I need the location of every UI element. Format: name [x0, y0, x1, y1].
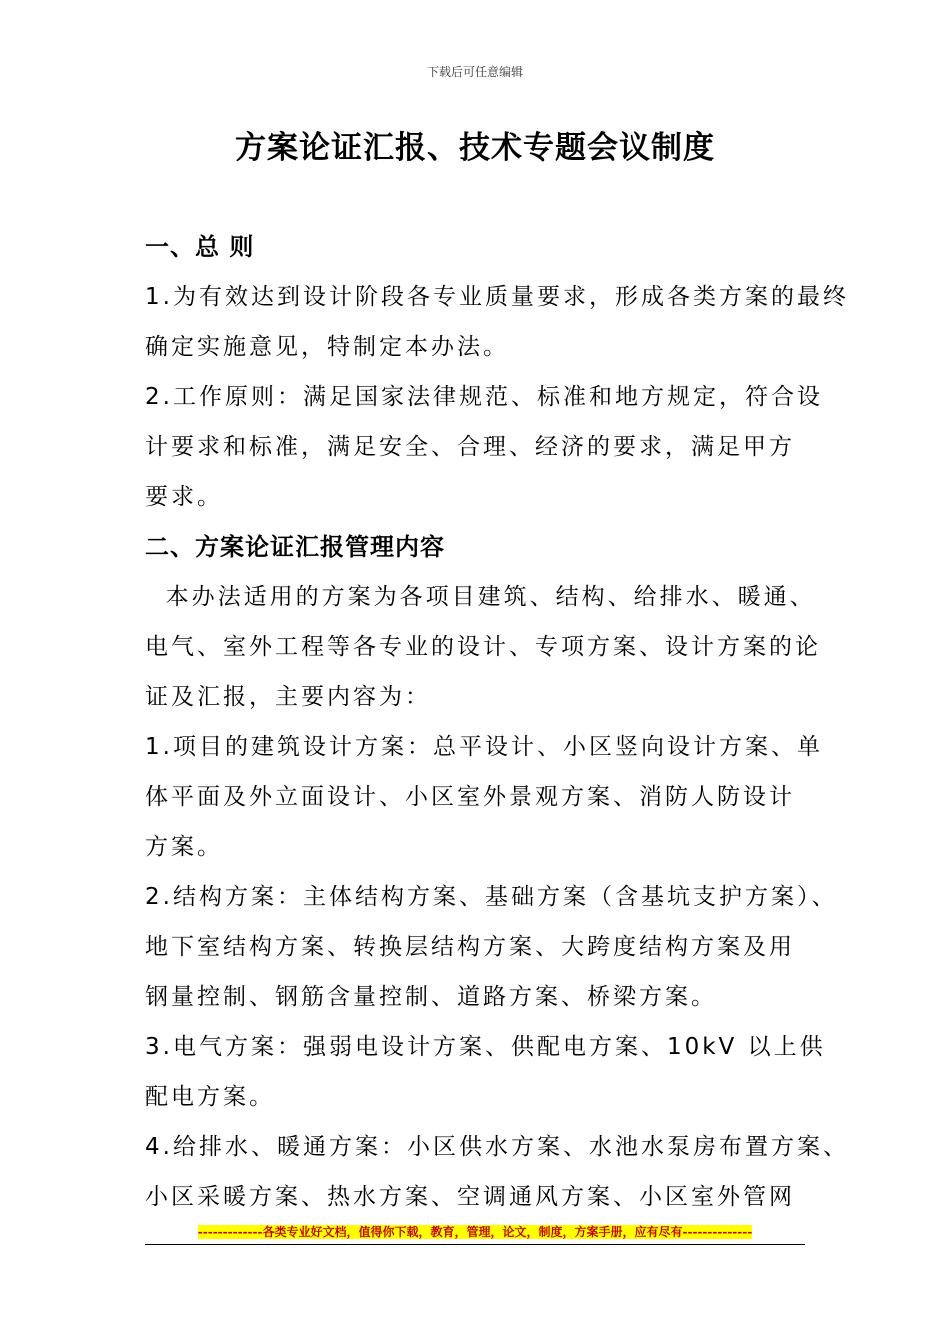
body-line: 2.结构方案：主体结构方案、基础方案（含基坑支护方案）、 [145, 884, 838, 910]
body-line: 地下室结构方案、转换层结构方案、大跨度结构方案及用 [145, 934, 795, 960]
body-line: 要求。 [145, 484, 223, 510]
body-line: 2.工作原则：满足国家法律规范、标准和地方规定，符合设 [145, 384, 823, 410]
document-body [145, 222, 849, 1222]
body-line: 1.项目的建筑设计方案：总平设计、小区竖向设计方案、单 [145, 734, 823, 760]
body-line: 3.电气方案：强弱电设计方案、供配电方案、10kV 以上供 [145, 1034, 826, 1060]
body-line: 确定实施意见，特制定本办法。 [145, 334, 509, 360]
body-line: 电气、室外工程等各专业的设计、专项方案、设计方案的论 [145, 634, 821, 660]
page-header-note: 下载后可任意编辑 [426, 65, 523, 79]
section-heading-content: 二、方案论证汇报管理内容 [145, 532, 445, 561]
body-line: 本办法适用的方案为各项目建筑、结构、给排水、暖通、 [145, 584, 816, 610]
body-line: 体平面及外立面设计、小区室外景观方案、消防人防设计 [145, 784, 795, 810]
body-line: 1.为有效达到设计阶段各专业质量要求，形成各类方案的最终 [145, 284, 849, 310]
body-line: 小区采暖方案、热水方案、空调通风方案、小区室外管网 [145, 1184, 795, 1210]
footer-promo-text: -------------各类专业好文档，值得你下载，教育，管理，论文，制度，方案手册，应有尽有-------------- [197, 1225, 753, 1239]
body-line: 4.给排水、暖通方案：小区供水方案、水池水泵房布置方案、 [145, 1134, 849, 1160]
section-heading-general: 一、总 则 [145, 232, 255, 261]
body-line: 证及汇报，主要内容为： [145, 684, 431, 710]
body-line: 方案。 [145, 834, 223, 860]
body-line: 钢量控制、钢筋含量控制、道路方案、桥梁方案。 [145, 984, 717, 1010]
document-title: 方案论证汇报、技术专题会议制度 [235, 130, 715, 166]
body-line: 配电方案。 [145, 1084, 275, 1110]
page-footer [145, 1223, 805, 1245]
body-line: 计要求和标准，满足安全、合理、经济的要求，满足甲方 [145, 434, 795, 460]
